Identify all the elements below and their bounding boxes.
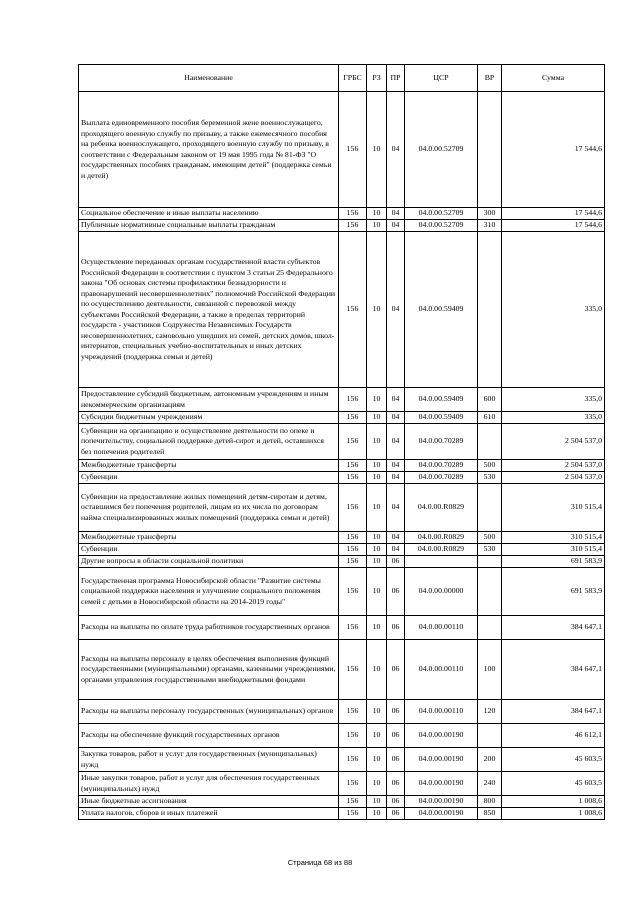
cell-sum: 46 612,1 (502, 724, 605, 748)
cell-rz: 10 (367, 544, 387, 556)
cell-vr: 600 (478, 388, 502, 412)
cell-pr: 04 (387, 388, 405, 412)
cell-grbs: 156 (339, 92, 367, 208)
table-row (79, 748, 605, 772)
cell-name: Другие вопросы в области социальной политики (79, 556, 339, 568)
cell-vr: 850 (478, 808, 502, 820)
cell-rz: 10 (367, 616, 387, 640)
cell-vr: 240 (478, 772, 502, 796)
cell-csr: 04.0.00.00110 (405, 700, 478, 724)
cell-grbs: 156 (339, 796, 367, 808)
cell-rz: 10 (367, 92, 387, 208)
cell-name: Публичные нормативные социальные выплаты гражданам (79, 220, 339, 232)
table-row (79, 232, 605, 388)
table-row (79, 412, 605, 424)
table-row (79, 796, 605, 808)
cell-sum: 335,0 (502, 388, 605, 412)
table-row (79, 220, 605, 232)
cell-pr: 06 (387, 808, 405, 820)
cell-vr: 120 (478, 700, 502, 724)
cell-vr: 530 (478, 544, 502, 556)
cell-vr (478, 568, 502, 616)
cell-pr: 04 (387, 412, 405, 424)
table-row (79, 772, 605, 796)
cell-rz: 10 (367, 388, 387, 412)
cell-csr: 04.0.00.59409 (405, 232, 478, 388)
table-header-row (79, 65, 605, 92)
col-header-csr: ЦСР (405, 65, 478, 92)
col-header-vr: ВР (478, 65, 502, 92)
cell-sum: 45 603,5 (502, 772, 605, 796)
cell-rz: 10 (367, 208, 387, 220)
cell-pr: 04 (387, 92, 405, 208)
cell-sum: 2 504 537,0 (502, 472, 605, 484)
cell-csr: 04.0.00.52709 (405, 92, 478, 208)
cell-vr: 100 (478, 640, 502, 700)
table-row (79, 92, 605, 208)
cell-grbs: 156 (339, 748, 367, 772)
cell-sum: 691 583,9 (502, 556, 605, 568)
cell-vr (478, 424, 502, 460)
cell-csr: 04.0.00.00000 (405, 568, 478, 616)
cell-sum: 1 008,6 (502, 808, 605, 820)
page-footer: Страница 68 из 88 (287, 858, 353, 867)
cell-pr: 06 (387, 796, 405, 808)
cell-grbs: 156 (339, 232, 367, 388)
col-header-name: Наименование (79, 65, 339, 92)
cell-sum: 17 544,6 (502, 220, 605, 232)
cell-rz: 10 (367, 484, 387, 532)
cell-name: Расходы на выплаты по оплате труда работников государственных органов (79, 616, 339, 640)
cell-vr: 610 (478, 412, 502, 424)
cell-grbs: 156 (339, 208, 367, 220)
cell-sum: 310 515,4 (502, 532, 605, 544)
col-header-grbs: ГРБС (339, 65, 367, 92)
cell-vr (478, 616, 502, 640)
cell-pr: 06 (387, 700, 405, 724)
cell-vr: 300 (478, 208, 502, 220)
cell-name: Субвенции (79, 544, 339, 556)
cell-sum: 384 647,1 (502, 640, 605, 700)
cell-rz: 10 (367, 412, 387, 424)
cell-grbs: 156 (339, 220, 367, 232)
cell-grbs: 156 (339, 472, 367, 484)
cell-name: Субвенции (79, 472, 339, 484)
cell-sum: 17 544,6 (502, 92, 605, 208)
cell-grbs: 156 (339, 412, 367, 424)
cell-rz: 10 (367, 232, 387, 388)
table-row (79, 568, 605, 616)
cell-csr: 04.0.00.70289 (405, 424, 478, 460)
cell-sum: 45 603,5 (502, 748, 605, 772)
cell-csr: 04.0.00.59409 (405, 388, 478, 412)
cell-sum: 384 647,1 (502, 700, 605, 724)
cell-csr: 04.0.00.00190 (405, 772, 478, 796)
cell-sum: 1 008,6 (502, 796, 605, 808)
cell-name: Иные бюджетные ассигнования (79, 796, 339, 808)
table-row (79, 544, 605, 556)
cell-pr: 06 (387, 616, 405, 640)
cell-name: Закупка товаров, работ и услуг для государственных (муниципальных) нужд (79, 748, 339, 772)
table-row (79, 616, 605, 640)
cell-pr: 04 (387, 544, 405, 556)
table-row (79, 424, 605, 460)
cell-rz: 10 (367, 808, 387, 820)
cell-grbs: 156 (339, 616, 367, 640)
cell-vr: 500 (478, 460, 502, 472)
cell-vr (478, 484, 502, 532)
cell-rz: 10 (367, 700, 387, 724)
cell-grbs: 156 (339, 724, 367, 748)
cell-pr: 04 (387, 472, 405, 484)
table-row (79, 460, 605, 472)
cell-pr: 06 (387, 724, 405, 748)
cell-sum: 691 583,9 (502, 568, 605, 616)
cell-pr: 04 (387, 484, 405, 532)
cell-name: Субсидии бюджетным учреждениям (79, 412, 339, 424)
budget-table (78, 64, 605, 820)
table-row (79, 532, 605, 544)
cell-name: Расходы на обеспечение функций государственных органов (79, 724, 339, 748)
cell-sum: 2 504 537,0 (502, 460, 605, 472)
cell-sum: 2 504 537,0 (502, 424, 605, 460)
cell-grbs: 156 (339, 532, 367, 544)
cell-name: Предоставление субсидий бюджетным, автономным учреждениям и иным некоммерческим организациям (79, 388, 339, 412)
cell-name: Расходы на выплаты персоналу в целях обеспечения выполнения функций государственными (муниципальными) органами, казенными учреждениями, органами управления государственными внебюджетными фондами (79, 640, 339, 700)
table-row (79, 472, 605, 484)
cell-grbs: 156 (339, 568, 367, 616)
col-header-sum: Сумма (502, 65, 605, 92)
cell-csr: 04.0.00.R0829 (405, 484, 478, 532)
table-row (79, 388, 605, 412)
cell-name: Выплата единовременного пособия беременной жене военнослужащего, проходящего военную службу по призыву, а также ежемесячного пособия на ребенка военнослужащего, проходящего военную службу по призыву, в соответствии с Федеральным законом от 19 мая 1995 года № 81-ФЗ "О государственных пособиях гражданам, имеющим детей" (поддержка семьи и детей) (79, 92, 339, 208)
cell-csr: 04.0.00.70289 (405, 472, 478, 484)
col-header-pr: ПР (387, 65, 405, 92)
cell-rz: 10 (367, 724, 387, 748)
cell-grbs: 156 (339, 460, 367, 472)
cell-rz: 10 (367, 748, 387, 772)
cell-grbs: 156 (339, 640, 367, 700)
cell-pr: 06 (387, 640, 405, 700)
cell-grbs: 156 (339, 544, 367, 556)
col-header-rz: РЗ (367, 65, 387, 92)
cell-pr: 06 (387, 772, 405, 796)
cell-name: Социальное обеспечение и иные выплаты населению (79, 208, 339, 220)
table-row (79, 808, 605, 820)
cell-rz: 10 (367, 772, 387, 796)
cell-grbs: 156 (339, 700, 367, 724)
cell-csr: 04.0.00.52709 (405, 208, 478, 220)
cell-csr: 04.0.00.00190 (405, 724, 478, 748)
cell-csr: 04.0.00.R0829 (405, 544, 478, 556)
cell-vr (478, 92, 502, 208)
cell-sum: 335,0 (502, 412, 605, 424)
cell-pr: 04 (387, 424, 405, 460)
cell-csr: 04.0.00.00190 (405, 808, 478, 820)
cell-csr: 04.0.00.00110 (405, 640, 478, 700)
cell-sum: 310 515,4 (502, 544, 605, 556)
table-row (79, 640, 605, 700)
cell-csr: 04.0.00.52709 (405, 220, 478, 232)
cell-csr: 04.0.00.00190 (405, 796, 478, 808)
cell-pr: 04 (387, 232, 405, 388)
cell-rz: 10 (367, 220, 387, 232)
cell-name: Субвенции на организацию и осуществление деятельности по опеке и попечительству, социальной поддержке детей-сирот и детей, оставшихся без попечения родителей (79, 424, 339, 460)
cell-rz: 10 (367, 556, 387, 568)
cell-sum: 384 647,1 (502, 616, 605, 640)
cell-vr: 310 (478, 220, 502, 232)
cell-name: Государственная программа Новосибирской области "Развитие системы социальной поддержки населения и улучшение социального положения семей с детьми в Новосибирской области на 2014-2019 годы" (79, 568, 339, 616)
cell-pr: 06 (387, 568, 405, 616)
cell-rz: 10 (367, 532, 387, 544)
cell-pr: 04 (387, 460, 405, 472)
cell-name: Межбюджетные трансферты (79, 460, 339, 472)
cell-csr: 04.0.00.R0829 (405, 532, 478, 544)
cell-csr (405, 556, 478, 568)
cell-name: Осуществление переданных органам государственной власти субъектов Российской Федерации в соответствии с пунктом 3 статьи 25 Федерального закона "Об основах системы профилактики безнадзорности и правонарушений несовершеннолетних" полномочий Российской Федерации по осуществлению деятельности, связанной с перевозкой между субъектами Российской Федерации, а также в пределах территорий государств - участников Содружества Независимых Государств несовершеннолетних, самовольно ушедших из семей, детских домов, школ-интернатов, специальных учебно-воспитательных и иных детских учреждений (поддержка семьи и детей) (79, 232, 339, 388)
cell-vr (478, 232, 502, 388)
cell-rz: 10 (367, 424, 387, 460)
cell-csr: 04.0.00.59409 (405, 412, 478, 424)
cell-grbs: 156 (339, 556, 367, 568)
cell-rz: 10 (367, 460, 387, 472)
cell-grbs: 156 (339, 388, 367, 412)
table-row (79, 700, 605, 724)
table-row (79, 484, 605, 532)
cell-name: Субвенции на предоставление жилых помещений детям-сиротам и детям, оставшимся без попечения родителей, лицам из их числа по договорам найма специализированных жилых помещений (поддержка семьи и детей) (79, 484, 339, 532)
cell-vr: 530 (478, 472, 502, 484)
table-row (79, 724, 605, 748)
cell-rz: 10 (367, 640, 387, 700)
cell-vr: 800 (478, 796, 502, 808)
cell-vr (478, 556, 502, 568)
cell-grbs: 156 (339, 424, 367, 460)
cell-grbs: 156 (339, 772, 367, 796)
cell-grbs: 156 (339, 808, 367, 820)
cell-vr: 200 (478, 748, 502, 772)
cell-csr: 04.0.00.00110 (405, 616, 478, 640)
cell-pr: 06 (387, 748, 405, 772)
cell-rz: 10 (367, 568, 387, 616)
cell-csr: 04.0.00.70289 (405, 460, 478, 472)
cell-sum: 17 544,6 (502, 208, 605, 220)
cell-name: Иные закупки товаров, работ и услуг для обеспечения государственных (муниципальных) нужд (79, 772, 339, 796)
cell-name: Расходы на выплаты персоналу государственных (муниципальных) органов (79, 700, 339, 724)
cell-sum: 335,0 (502, 232, 605, 388)
cell-vr: 500 (478, 532, 502, 544)
cell-vr (478, 724, 502, 748)
table-row (79, 556, 605, 568)
cell-name: Уплата налогов, сборов и иных платежей (79, 808, 339, 820)
cell-grbs: 156 (339, 484, 367, 532)
cell-pr: 04 (387, 220, 405, 232)
cell-pr: 04 (387, 208, 405, 220)
cell-csr: 04.0.00.00190 (405, 748, 478, 772)
cell-pr: 04 (387, 532, 405, 544)
table-row (79, 208, 605, 220)
cell-sum: 310 515,4 (502, 484, 605, 532)
cell-pr: 06 (387, 556, 405, 568)
cell-rz: 10 (367, 796, 387, 808)
cell-rz: 10 (367, 472, 387, 484)
cell-name: Межбюджетные трансферты (79, 532, 339, 544)
